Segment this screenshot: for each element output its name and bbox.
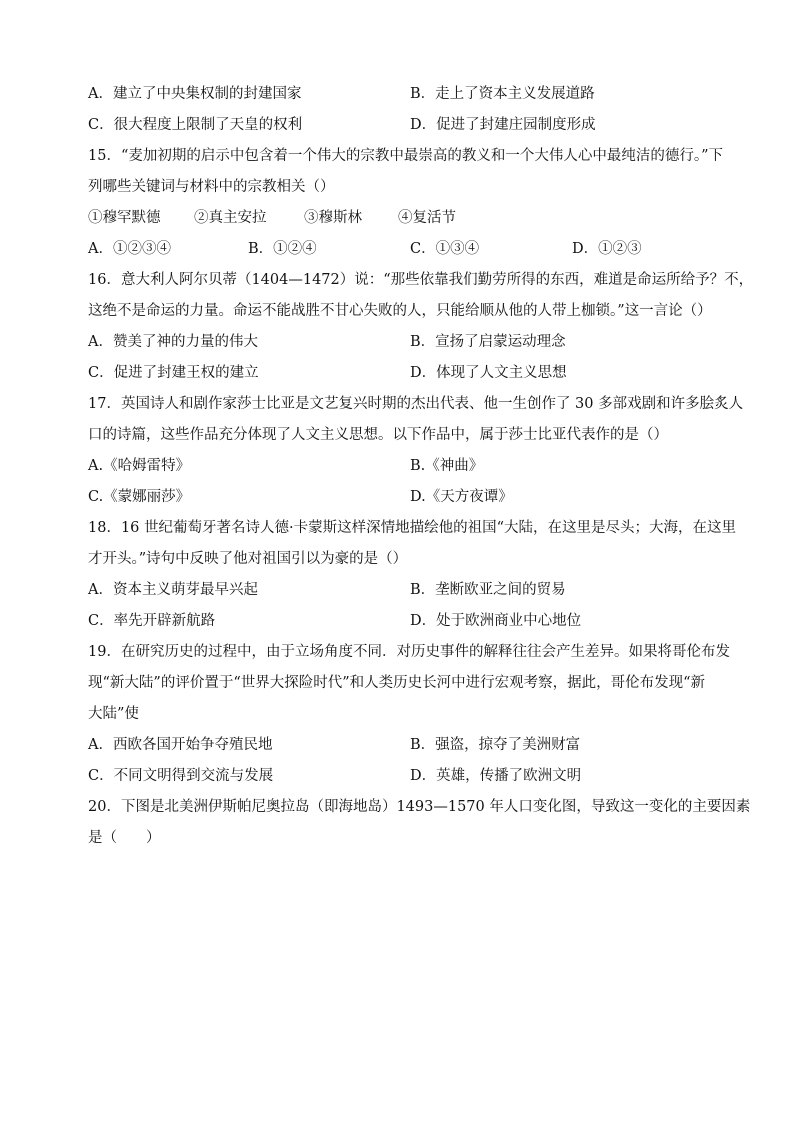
q16-option-c: C．促进了封建王权的建立	[88, 365, 259, 381]
q14-option-a: A．建立了中央集权制的封建国家	[88, 86, 302, 102]
q15-keyword-3: ③穆斯林	[304, 210, 362, 226]
q16-option-d: D．体现了人文主义思想	[410, 365, 567, 381]
q18-option-a: A．资本主义萌芽最早兴起	[88, 582, 258, 598]
q18-stem-line1: 18．16 世纪葡萄牙著名诗人德·卡蒙斯这样深情地描绘他的祖国“大陆，在这里是尽头；大海，在这里	[88, 520, 737, 536]
q17-option-d: D.《天方夜谭》	[410, 489, 513, 505]
q19-stem-line3: 大陆”使	[88, 706, 139, 722]
q18-option-c: C．率先开辟新航路	[88, 613, 216, 629]
q16-option-b: B．宣扬了启蒙运动理念	[410, 334, 566, 350]
q17-stem-line2: 口的诗篇，这些作品充分体现了人文主义思想。以下作品中，属于莎士比亚代表作的是（）	[88, 427, 668, 443]
q15-option-d: D．①②③	[572, 241, 642, 257]
q19-stem-line2: 现“新大陆”的评价置于“世界大探险时代”和人类历史长河中进行宏观考察，据此，哥伦布发现“新	[88, 675, 706, 691]
q16-stem-line1: 16．意大利人阿尔贝蒂（1404—1472）说：“那些依靠我们勤劳所得的东西，难道是命运所给予？不，	[88, 272, 754, 288]
q18-stem-line2: 才开头。”诗句中反映了他对祖国引以为豪的是（）	[88, 551, 408, 567]
q18-option-d: D．处于欧洲商业中心地位	[410, 613, 582, 629]
q14-option-b: B．走上了资本主义发展道路	[410, 86, 595, 102]
q19-option-c: C．不同文明得到交流与发展	[88, 768, 274, 784]
q16-option-a: A．赞美了神的力量的伟大	[88, 334, 258, 350]
q15-option-a: A．①②③④	[88, 241, 171, 257]
q19-option-d: D．英雄，传播了欧洲文明	[410, 768, 582, 784]
q20-stem-line2: 是（ ）	[88, 830, 161, 846]
q20-stem-line1: 20．下图是北美洲伊斯帕尼奥拉岛（即海地岛）1493—1570 年人口变化图，导致这一变化的主要因素	[88, 799, 751, 815]
q19-option-a: A．西欧各国开始争夺殖民地	[88, 737, 273, 753]
q15-option-b: B．①②④	[248, 241, 317, 257]
q14-option-c: C．很大程度上限制了天皇的权利	[88, 117, 303, 133]
q14-option-d: D．促进了封建庄园制度形成	[410, 117, 596, 133]
q18-option-b: B．垄断欧亚之间的贸易	[410, 582, 566, 598]
q17-option-a: A.《哈姆雷特》	[88, 458, 191, 474]
q17-stem-line1: 17．英国诗人和剧作家莎士比亚是文艺复兴时期的杰出代表、他一生创作了 30 多部戏剧和许多脍炙人	[88, 396, 744, 412]
q15-option-c: C．①③④	[410, 241, 480, 257]
q15-keyword-2: ②真主安拉	[194, 210, 267, 226]
q15-stem-line1: 15．“麦加初期的启示中包含着一个伟大的宗教中最崇高的教义和一个大伟人心中最纯洁的德行。”下	[88, 148, 724, 164]
q19-stem-line1: 19．在研究历史的过程中，由于立场角度不同．对历史事件的解释往往会产生差异。如果将哥伦布发	[88, 644, 730, 660]
q15-keyword-4: ④复活节	[398, 210, 456, 226]
q15-stem-line2: 列哪些关键词与材料中的宗教相关（）	[88, 179, 335, 195]
q19-option-b: B．强盗，掠夺了美洲财富	[410, 737, 581, 753]
q17-option-b: B.《神曲》	[410, 458, 484, 474]
q16-stem-line2: 这绝不是命运的力量。命运不能战胜不甘心失败的人，只能给顺从他的人带上枷锁。”这一言论（）	[88, 303, 712, 319]
q15-keyword-1: ①穆罕默德	[88, 210, 161, 226]
q17-option-c: C.《蒙娜丽莎》	[88, 489, 191, 505]
